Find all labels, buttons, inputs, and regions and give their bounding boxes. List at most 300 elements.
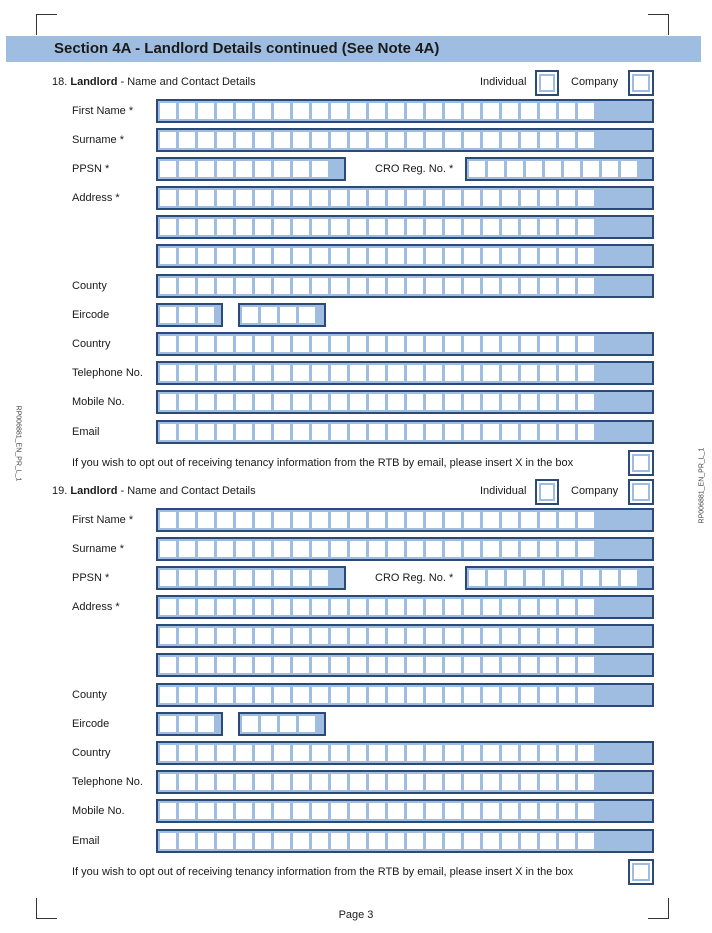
character-box[interactable]: [312, 774, 328, 790]
character-box[interactable]: [217, 570, 233, 586]
character-box[interactable]: [255, 570, 271, 586]
character-box[interactable]: [445, 365, 461, 381]
character-box[interactable]: [540, 833, 556, 849]
character-box[interactable]: [583, 161, 599, 177]
character-box[interactable]: [350, 687, 366, 703]
character-box[interactable]: [426, 394, 442, 410]
character-box[interactable]: [407, 394, 423, 410]
character-box[interactable]: [540, 394, 556, 410]
character-box[interactable]: [160, 219, 176, 235]
character-box[interactable]: [198, 336, 214, 352]
character-box[interactable]: [464, 190, 480, 206]
character-box[interactable]: [407, 833, 423, 849]
character-box[interactable]: [261, 307, 277, 323]
character-box[interactable]: [331, 278, 347, 294]
character-box[interactable]: [521, 512, 537, 528]
character-box[interactable]: [312, 103, 328, 119]
character-box[interactable]: [369, 745, 385, 761]
character-box[interactable]: [464, 219, 480, 235]
character-box[interactable]: [198, 803, 214, 819]
character-box[interactable]: [578, 424, 594, 440]
character-box[interactable]: [445, 774, 461, 790]
character-box[interactable]: [331, 774, 347, 790]
character-box[interactable]: [160, 803, 176, 819]
character-box[interactable]: [369, 278, 385, 294]
character-box[interactable]: [578, 803, 594, 819]
character-box[interactable]: [540, 278, 556, 294]
eircode-routing-field[interactable]: [156, 712, 223, 736]
character-box[interactable]: [160, 541, 176, 557]
character-box[interactable]: [521, 687, 537, 703]
character-box[interactable]: [160, 628, 176, 644]
character-box[interactable]: [293, 774, 309, 790]
character-box[interactable]: [426, 424, 442, 440]
character-box[interactable]: [331, 219, 347, 235]
character-box[interactable]: [502, 132, 518, 148]
country-field[interactable]: [156, 332, 654, 356]
character-box[interactable]: [369, 599, 385, 615]
character-box[interactable]: [331, 132, 347, 148]
character-box[interactable]: [578, 132, 594, 148]
character-box[interactable]: [464, 103, 480, 119]
character-box[interactable]: [559, 774, 575, 790]
character-box[interactable]: [621, 161, 637, 177]
character-box[interactable]: [407, 424, 423, 440]
character-box[interactable]: [236, 833, 252, 849]
character-box[interactable]: [540, 599, 556, 615]
character-box[interactable]: [388, 365, 404, 381]
character-box[interactable]: [388, 803, 404, 819]
character-box[interactable]: [312, 803, 328, 819]
character-box[interactable]: [445, 424, 461, 440]
character-box[interactable]: [426, 774, 442, 790]
character-box[interactable]: [407, 599, 423, 615]
character-box[interactable]: [179, 745, 195, 761]
character-box[interactable]: [179, 394, 195, 410]
character-box[interactable]: [521, 219, 537, 235]
character-box[interactable]: [242, 307, 258, 323]
eircode-unique-field[interactable]: [238, 712, 326, 736]
character-box[interactable]: [426, 336, 442, 352]
character-box[interactable]: [426, 541, 442, 557]
character-box[interactable]: [388, 512, 404, 528]
ppsn-field[interactable]: [156, 566, 346, 590]
character-box[interactable]: [236, 512, 252, 528]
character-box[interactable]: [426, 657, 442, 673]
character-box[interactable]: [483, 278, 499, 294]
character-box[interactable]: [198, 541, 214, 557]
character-box[interactable]: [293, 132, 309, 148]
character-box[interactable]: [445, 132, 461, 148]
character-box[interactable]: [274, 687, 290, 703]
email-field[interactable]: [156, 420, 654, 444]
character-box[interactable]: [578, 394, 594, 410]
character-box[interactable]: [426, 687, 442, 703]
character-box[interactable]: [369, 132, 385, 148]
character-box[interactable]: [242, 716, 258, 732]
character-box[interactable]: [312, 570, 328, 586]
character-box[interactable]: [217, 599, 233, 615]
character-box[interactable]: [293, 365, 309, 381]
character-box[interactable]: [255, 541, 271, 557]
character-box[interactable]: [350, 512, 366, 528]
character-box[interactable]: [274, 365, 290, 381]
character-box[interactable]: [407, 745, 423, 761]
character-box[interactable]: [483, 190, 499, 206]
character-box[interactable]: [483, 424, 499, 440]
character-box[interactable]: [488, 570, 504, 586]
character-box[interactable]: [198, 628, 214, 644]
character-box[interactable]: [217, 541, 233, 557]
character-box[interactable]: [280, 716, 296, 732]
character-box[interactable]: [293, 248, 309, 264]
character-box[interactable]: [559, 833, 575, 849]
character-box[interactable]: [255, 365, 271, 381]
character-box[interactable]: [407, 336, 423, 352]
character-box[interactable]: [369, 336, 385, 352]
character-box[interactable]: [198, 278, 214, 294]
character-box[interactable]: [160, 336, 176, 352]
character-box[interactable]: [179, 307, 195, 323]
character-box[interactable]: [274, 657, 290, 673]
character-box[interactable]: [602, 161, 618, 177]
character-box[interactable]: [540, 512, 556, 528]
character-box[interactable]: [464, 278, 480, 294]
character-box[interactable]: [445, 803, 461, 819]
character-box[interactable]: [255, 803, 271, 819]
character-box[interactable]: [559, 278, 575, 294]
character-box[interactable]: [217, 336, 233, 352]
character-box[interactable]: [521, 424, 537, 440]
character-box[interactable]: [331, 336, 347, 352]
character-box[interactable]: [388, 687, 404, 703]
character-box[interactable]: [388, 745, 404, 761]
character-box[interactable]: [559, 219, 575, 235]
character-box[interactable]: [255, 394, 271, 410]
character-box[interactable]: [369, 541, 385, 557]
character-box[interactable]: [274, 599, 290, 615]
character-box[interactable]: [179, 599, 195, 615]
character-box[interactable]: [198, 716, 214, 732]
character-box[interactable]: [160, 570, 176, 586]
character-box[interactable]: [274, 833, 290, 849]
character-box[interactable]: [445, 541, 461, 557]
character-box[interactable]: [255, 687, 271, 703]
character-box[interactable]: [198, 774, 214, 790]
character-box[interactable]: [160, 599, 176, 615]
character-box[interactable]: [559, 336, 575, 352]
character-box[interactable]: [559, 745, 575, 761]
character-box[interactable]: [559, 132, 575, 148]
character-box[interactable]: [179, 365, 195, 381]
character-box[interactable]: [160, 687, 176, 703]
address-line-3-field[interactable]: [156, 653, 654, 677]
character-box[interactable]: [160, 190, 176, 206]
character-box[interactable]: [502, 103, 518, 119]
character-box[interactable]: [350, 745, 366, 761]
character-box[interactable]: [198, 424, 214, 440]
character-box[interactable]: [540, 132, 556, 148]
character-box[interactable]: [388, 657, 404, 673]
character-box[interactable]: [502, 541, 518, 557]
character-box[interactable]: [350, 657, 366, 673]
character-box[interactable]: [483, 103, 499, 119]
character-box[interactable]: [293, 570, 309, 586]
character-box[interactable]: [464, 424, 480, 440]
county-field[interactable]: [156, 274, 654, 298]
character-box[interactable]: [350, 132, 366, 148]
character-box[interactable]: [521, 803, 537, 819]
character-box[interactable]: [445, 278, 461, 294]
character-box[interactable]: [483, 599, 499, 615]
character-box[interactable]: [236, 248, 252, 264]
character-box[interactable]: [255, 278, 271, 294]
character-box[interactable]: [521, 657, 537, 673]
character-box[interactable]: [179, 803, 195, 819]
mobile-field[interactable]: [156, 390, 654, 414]
character-box[interactable]: [426, 132, 442, 148]
character-box[interactable]: [293, 394, 309, 410]
character-box[interactable]: [217, 190, 233, 206]
character-box[interactable]: [483, 745, 499, 761]
character-box[interactable]: [274, 628, 290, 644]
character-box[interactable]: [540, 687, 556, 703]
company-checkbox[interactable]: [628, 479, 654, 505]
individual-checkbox[interactable]: [535, 479, 559, 505]
address-line-2-field[interactable]: [156, 215, 654, 239]
character-box[interactable]: [198, 394, 214, 410]
character-box[interactable]: [521, 103, 537, 119]
character-box[interactable]: [274, 161, 290, 177]
character-box[interactable]: [331, 541, 347, 557]
character-box[interactable]: [583, 570, 599, 586]
character-box[interactable]: [502, 599, 518, 615]
character-box[interactable]: [521, 278, 537, 294]
character-box[interactable]: [578, 687, 594, 703]
character-box[interactable]: [255, 248, 271, 264]
character-box[interactable]: [407, 512, 423, 528]
character-box[interactable]: [312, 599, 328, 615]
character-box[interactable]: [507, 161, 523, 177]
character-box[interactable]: [559, 512, 575, 528]
character-box[interactable]: [464, 628, 480, 644]
character-box[interactable]: [236, 541, 252, 557]
character-box[interactable]: [179, 161, 195, 177]
character-box[interactable]: [217, 219, 233, 235]
character-box[interactable]: [445, 336, 461, 352]
cro-field[interactable]: [465, 157, 654, 181]
character-box[interactable]: [179, 278, 195, 294]
character-box[interactable]: [274, 103, 290, 119]
character-box[interactable]: [312, 657, 328, 673]
surname-field[interactable]: [156, 537, 654, 561]
character-box[interactable]: [445, 219, 461, 235]
character-box[interactable]: [312, 365, 328, 381]
character-box[interactable]: [179, 628, 195, 644]
character-box[interactable]: [540, 628, 556, 644]
character-box[interactable]: [255, 833, 271, 849]
character-box[interactable]: [369, 365, 385, 381]
character-box[interactable]: [179, 103, 195, 119]
character-box[interactable]: [483, 657, 499, 673]
character-box[interactable]: [293, 161, 309, 177]
character-box[interactable]: [502, 657, 518, 673]
character-box[interactable]: [502, 745, 518, 761]
telephone-field[interactable]: [156, 770, 654, 794]
character-box[interactable]: [545, 161, 561, 177]
character-box[interactable]: [483, 365, 499, 381]
character-box[interactable]: [236, 774, 252, 790]
character-box[interactable]: [331, 190, 347, 206]
character-box[interactable]: [217, 161, 233, 177]
character-box[interactable]: [502, 424, 518, 440]
character-box[interactable]: [464, 774, 480, 790]
character-box[interactable]: [179, 336, 195, 352]
character-box[interactable]: [407, 628, 423, 644]
character-box[interactable]: [388, 248, 404, 264]
character-box[interactable]: [198, 248, 214, 264]
character-box[interactable]: [236, 803, 252, 819]
character-box[interactable]: [369, 103, 385, 119]
character-box[interactable]: [179, 833, 195, 849]
character-box[interactable]: [464, 248, 480, 264]
character-box[interactable]: [464, 803, 480, 819]
character-box[interactable]: [217, 774, 233, 790]
character-box[interactable]: [369, 833, 385, 849]
character-box[interactable]: [179, 687, 195, 703]
character-box[interactable]: [388, 132, 404, 148]
character-box[interactable]: [350, 248, 366, 264]
character-box[interactable]: [578, 512, 594, 528]
character-box[interactable]: [293, 541, 309, 557]
character-box[interactable]: [293, 745, 309, 761]
character-box[interactable]: [526, 161, 542, 177]
character-box[interactable]: [502, 628, 518, 644]
character-box[interactable]: [426, 219, 442, 235]
character-box[interactable]: [407, 657, 423, 673]
character-box[interactable]: [407, 687, 423, 703]
address-line-2-field[interactable]: [156, 624, 654, 648]
character-box[interactable]: [331, 833, 347, 849]
character-box[interactable]: [540, 774, 556, 790]
address-line-1-field[interactable]: [156, 186, 654, 210]
character-box[interactable]: [312, 278, 328, 294]
character-box[interactable]: [426, 512, 442, 528]
character-box[interactable]: [236, 687, 252, 703]
character-box[interactable]: [331, 365, 347, 381]
character-box[interactable]: [312, 394, 328, 410]
character-box[interactable]: [179, 190, 195, 206]
character-box[interactable]: [217, 512, 233, 528]
character-box[interactable]: [369, 248, 385, 264]
character-box[interactable]: [331, 248, 347, 264]
character-box[interactable]: [502, 278, 518, 294]
character-box[interactable]: [483, 774, 499, 790]
character-box[interactable]: [255, 657, 271, 673]
character-box[interactable]: [217, 278, 233, 294]
character-box[interactable]: [464, 394, 480, 410]
ppsn-field[interactable]: [156, 157, 346, 181]
character-box[interactable]: [426, 628, 442, 644]
character-box[interactable]: [464, 687, 480, 703]
eircode-routing-field[interactable]: [156, 303, 223, 327]
character-box[interactable]: [331, 687, 347, 703]
character-box[interactable]: [331, 628, 347, 644]
character-box[interactable]: [331, 745, 347, 761]
character-box[interactable]: [578, 657, 594, 673]
character-box[interactable]: [502, 365, 518, 381]
character-box[interactable]: [445, 745, 461, 761]
character-box[interactable]: [483, 394, 499, 410]
character-box[interactable]: [483, 687, 499, 703]
character-box[interactable]: [160, 103, 176, 119]
character-box[interactable]: [350, 541, 366, 557]
character-box[interactable]: [407, 278, 423, 294]
character-box[interactable]: [578, 248, 594, 264]
character-box[interactable]: [299, 716, 315, 732]
character-box[interactable]: [445, 687, 461, 703]
character-box[interactable]: [255, 161, 271, 177]
character-box[interactable]: [350, 219, 366, 235]
character-box[interactable]: [540, 541, 556, 557]
character-box[interactable]: [559, 248, 575, 264]
character-box[interactable]: [502, 190, 518, 206]
individual-checkbox[interactable]: [535, 70, 559, 96]
character-box[interactable]: [521, 774, 537, 790]
character-box[interactable]: [578, 628, 594, 644]
character-box[interactable]: [369, 687, 385, 703]
character-box[interactable]: [350, 424, 366, 440]
character-box[interactable]: [160, 512, 176, 528]
character-box[interactable]: [236, 599, 252, 615]
character-box[interactable]: [236, 394, 252, 410]
character-box[interactable]: [578, 833, 594, 849]
character-box[interactable]: [179, 716, 195, 732]
character-box[interactable]: [483, 336, 499, 352]
character-box[interactable]: [502, 774, 518, 790]
character-box[interactable]: [502, 687, 518, 703]
character-box[interactable]: [426, 599, 442, 615]
character-box[interactable]: [464, 365, 480, 381]
character-box[interactable]: [578, 365, 594, 381]
character-box[interactable]: [217, 103, 233, 119]
character-box[interactable]: [236, 336, 252, 352]
character-box[interactable]: [217, 657, 233, 673]
character-box[interactable]: [445, 628, 461, 644]
character-box[interactable]: [350, 103, 366, 119]
character-box[interactable]: [350, 803, 366, 819]
character-box[interactable]: [540, 365, 556, 381]
character-box[interactable]: [388, 599, 404, 615]
character-box[interactable]: [350, 190, 366, 206]
character-box[interactable]: [559, 365, 575, 381]
character-box[interactable]: [540, 424, 556, 440]
character-box[interactable]: [274, 336, 290, 352]
character-box[interactable]: [426, 278, 442, 294]
character-box[interactable]: [521, 745, 537, 761]
character-box[interactable]: [255, 512, 271, 528]
character-box[interactable]: [578, 219, 594, 235]
character-box[interactable]: [469, 161, 485, 177]
character-box[interactable]: [407, 219, 423, 235]
character-box[interactable]: [293, 278, 309, 294]
character-box[interactable]: [483, 512, 499, 528]
character-box[interactable]: [217, 248, 233, 264]
county-field[interactable]: [156, 683, 654, 707]
character-box[interactable]: [388, 424, 404, 440]
character-box[interactable]: [388, 541, 404, 557]
mobile-field[interactable]: [156, 799, 654, 823]
